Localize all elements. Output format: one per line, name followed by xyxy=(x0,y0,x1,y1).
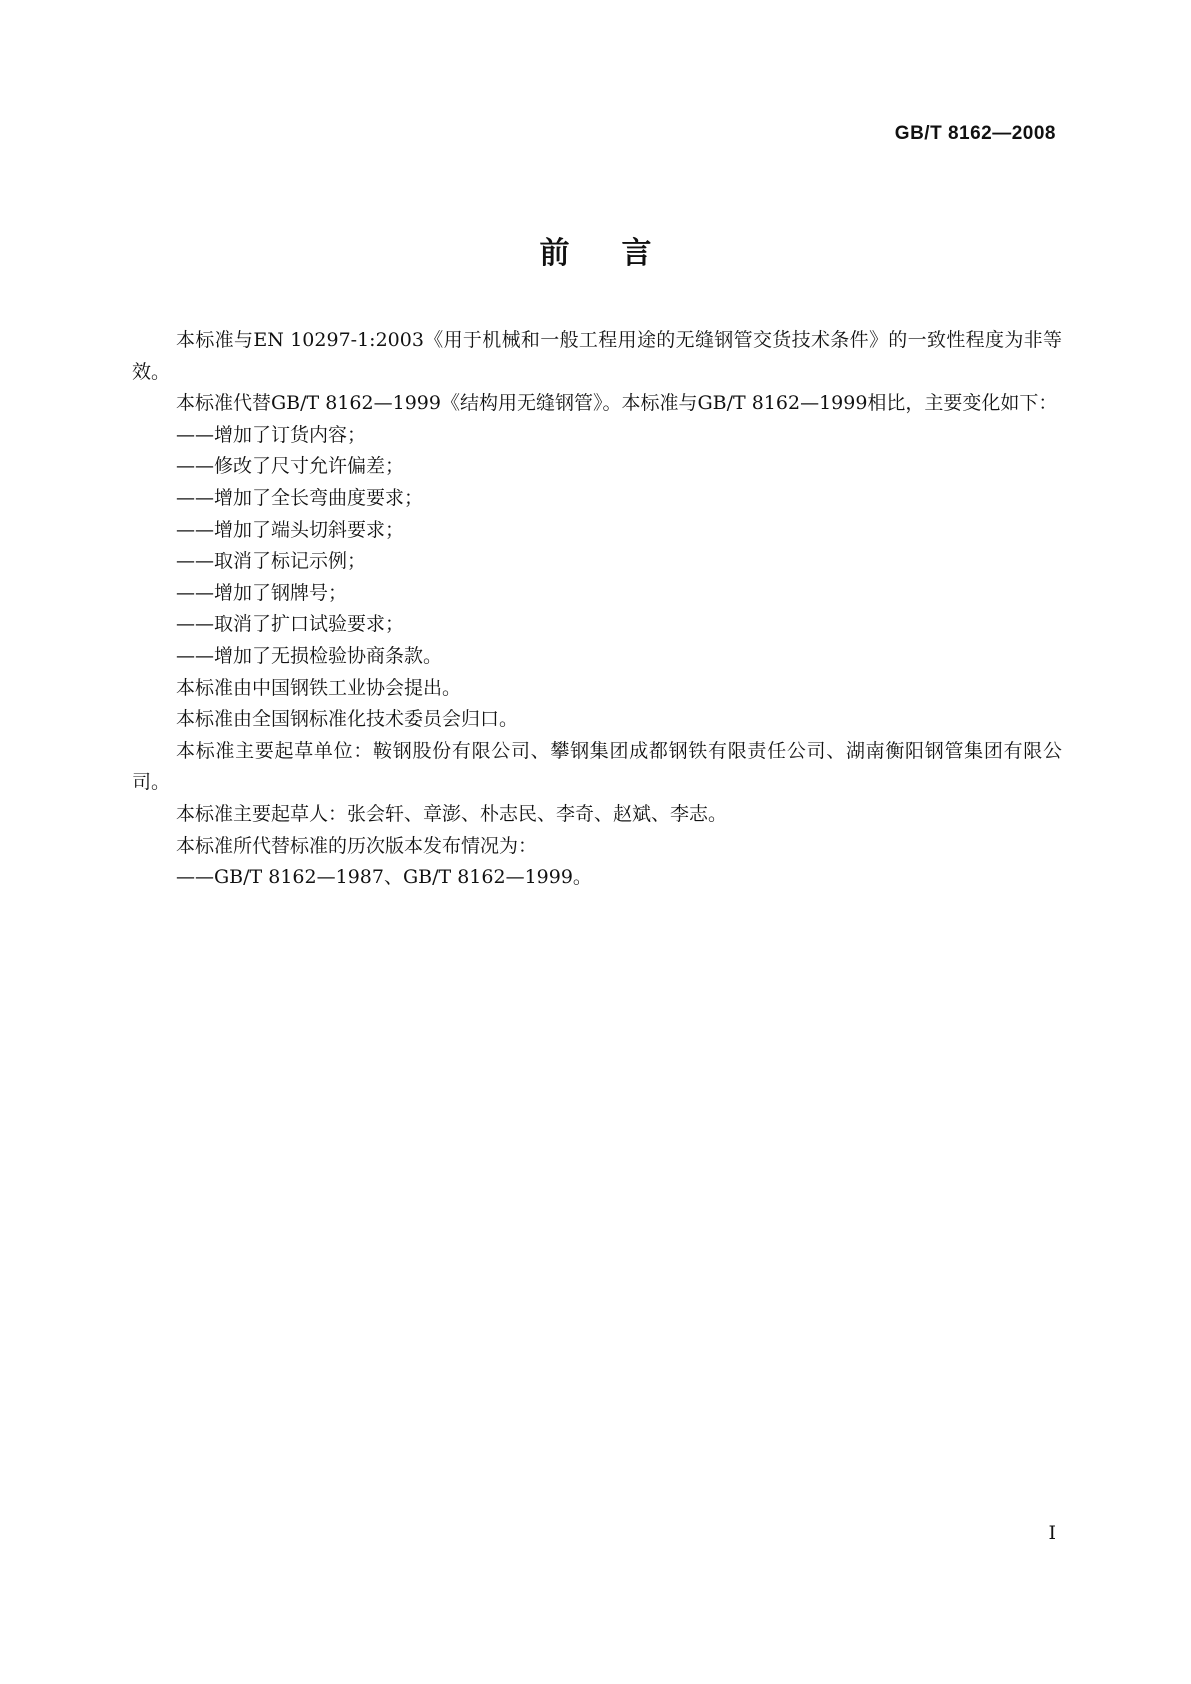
paragraph-committee: 本标准由全国钢标准化技术委员会归口。 xyxy=(176,708,519,731)
history-item: ——GB/T 8162—1987、GB/T 8162—1999。 xyxy=(176,866,592,889)
paragraph-proposer: 本标准由中国钢铁工业协会提出。 xyxy=(176,676,462,699)
foreword-body xyxy=(132,325,1062,894)
change-item: ——修改了尺寸允许偏差； xyxy=(176,455,405,478)
page-title: 前言 xyxy=(539,236,704,271)
page-number: I xyxy=(1048,1522,1056,1544)
change-item: ——取消了标记示例； xyxy=(176,550,367,573)
change-item: ——取消了扩口试验要求； xyxy=(176,613,405,636)
change-item: ——增加了端头切斜要求； xyxy=(176,518,405,541)
change-item: ——增加了订货内容； xyxy=(176,423,367,446)
paragraph-drafting-units: 本标准主要起草单位：鞍钢股份有限公司、攀钢集团成都钢铁有限责任公司、湖南衡阳钢管集团有限公司。 xyxy=(132,739,1062,794)
change-item: ——增加了无损检验协商条款。 xyxy=(176,644,443,667)
change-item: ——增加了钢牌号； xyxy=(176,581,348,604)
paragraph-history-intro: 本标准所代替标准的历次版本发布情况为： xyxy=(176,834,538,857)
change-item: ——增加了全长弯曲度要求； xyxy=(176,486,424,509)
paragraph-replacement: 本标准代替GB/T 8162—1999《结构用无缝钢管》。本标准与GB/T 8162—1999相比，主要变化如下： xyxy=(176,392,1058,415)
paragraph-equivalence: 本标准与EN 10297-1:2003《用于机械和一般工程用途的无缝钢管交货技术条件》的一致性程度为非等效。 xyxy=(132,329,1062,383)
standard-code: GB/T 8162—2008 xyxy=(894,123,1056,144)
paragraph-drafters: 本标准主要起草人：张会轩、章澎、朴志民、李奇、赵斌、李志。 xyxy=(176,802,728,825)
